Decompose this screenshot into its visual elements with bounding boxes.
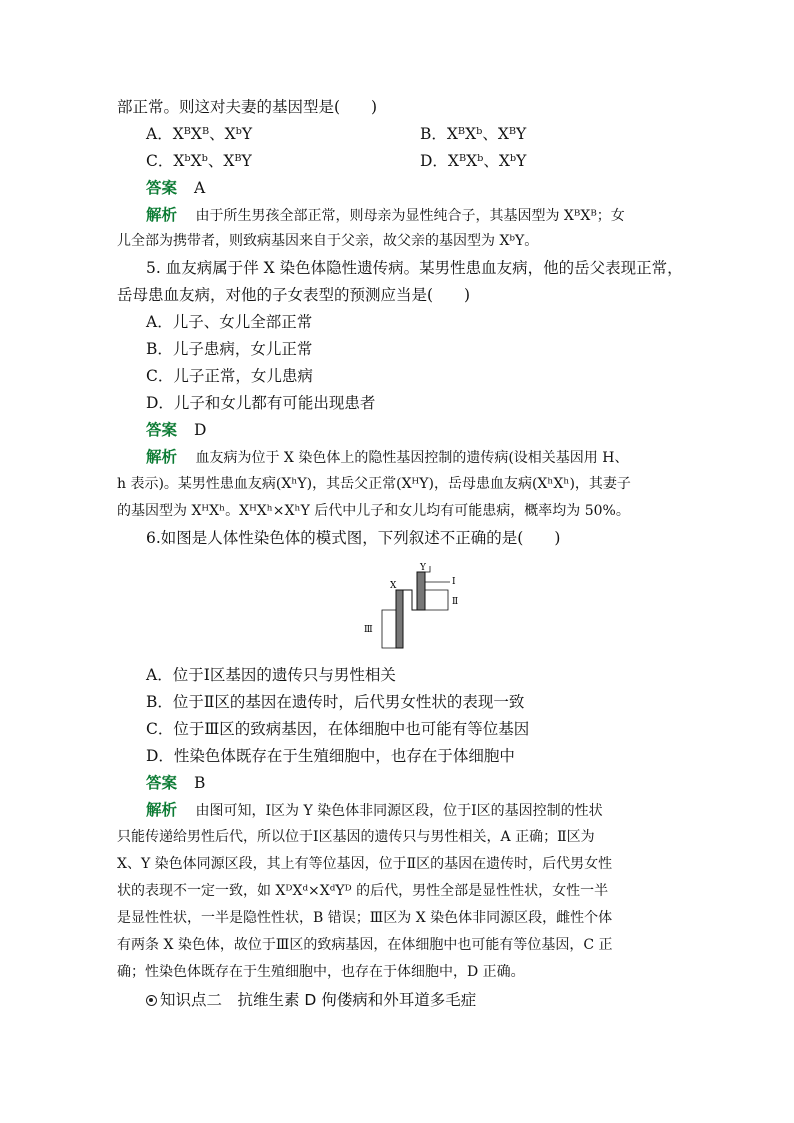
answer-value: A: [193, 179, 206, 197]
target-bullet-icon: [146, 995, 157, 1006]
q5-stem-1: 5. 血友病属于伴 X 染色体隐性遗传病。某男性患血友病，他的岳父表现正常，: [146, 259, 683, 277]
answer-value: D: [193, 421, 207, 439]
answer-label: 答案: [146, 179, 178, 197]
explanation-text: 由图可知，Ⅰ区为 Y 染色体非同源区段，位于Ⅰ区的基因控制的性状: [195, 803, 603, 819]
answer-value: B: [193, 774, 206, 792]
explanation-label: 解析: [146, 448, 178, 466]
q4-option-d: D．XᴮXᵇ、XᵇY: [420, 152, 527, 170]
q4-option-c: C．XᵇXᵇ、XᴮY: [146, 152, 252, 170]
q6-option-b: B．位于Ⅱ区的基因在遗传时，后代男女性状的表现一致: [146, 693, 525, 711]
q6-explanation-7: 确；性染色体既存在于生殖细胞中，也存在于体细胞中，D 正确。: [117, 964, 525, 980]
y-label: Y: [420, 563, 426, 573]
x-label: X: [390, 581, 397, 591]
explanation-label: 解析: [146, 206, 178, 224]
region-i-label: Ⅰ: [452, 577, 456, 587]
q4-stem-end: 部正常。则这对夫妻的基因型是( ): [117, 98, 378, 116]
region-ii-label: Ⅱ: [452, 597, 459, 607]
knowledge-point-heading: [146, 990, 476, 1010]
q5-option-a: A．儿子、女儿全部正常: [146, 313, 313, 331]
q5-answer: [146, 420, 206, 440]
q6-explanation-6: 有两条 X 染色体，故位于Ⅲ区的致病基因，在体细胞中也可能有等位基因，C 正: [117, 937, 613, 953]
homologous-bracket: [403, 590, 417, 610]
q6-stem: 6.如图是人体性染色体的模式图，下列叙述不正确的是( ): [146, 529, 561, 547]
q4-explanation-2: 儿全部为携带者，则致病基因来自于父亲，故父亲的基因型为 XᵇY。: [117, 233, 539, 249]
q4-option-b: B．XᴮXᵇ、XᴮY: [420, 125, 527, 143]
knowledge-point-title: 知识点二 抗维生素 D 佝偻病和外耳道多毛症: [160, 991, 477, 1009]
region-iii-label: Ⅲ: [364, 625, 373, 635]
q4-explanation-1: [146, 205, 625, 226]
sex-chromosome-diagram: [360, 562, 480, 652]
q6-explanation-5: 是显性性状，一半是隐性性状，B 错误；Ⅲ区为 X 染色体非同源区段，雌性个体: [117, 910, 613, 926]
q6-explanation-1: [146, 800, 603, 821]
q5-option-c: C．儿子正常，女儿患病: [146, 367, 313, 385]
q5-option-d: D．儿子和女儿都有可能出现患者: [146, 394, 376, 412]
q5-explanation-3: 的基因型为 XᴴXʰ。XᴴXʰ×XʰY 后代中儿子和女儿均有可能患病，概率均为 50%。: [117, 503, 630, 519]
answer-label: 答案: [146, 774, 178, 792]
q6-explanation-3: X、Y 染色体同源区段，其上有等位基因，位于Ⅱ区的基因在遗传时，后代男女性: [117, 856, 613, 872]
q6-option-d: D．性染色体既存在于生殖细胞中，也存在于体细胞中: [146, 747, 515, 765]
region-ii-bracket: [425, 590, 448, 610]
q6-option-a: A．位于Ⅰ区基因的遗传只与男性相关: [146, 666, 396, 684]
q5-explanation-1: [146, 447, 628, 468]
region-iii-bracket: [382, 610, 396, 648]
q4-answer: [146, 178, 205, 198]
q5-option-b: B．儿子患病，女儿正常: [146, 340, 313, 358]
explanation-label: 解析: [146, 801, 178, 819]
q5-explanation-2: h 表示)。某男性患血友病(XʰY)，其岳父正常(XᴴY)，岳母患血友病(XʰXʰ)，其妻子: [117, 476, 631, 492]
answer-label: 答案: [146, 421, 178, 439]
q6-explanation-2: 只能传递给男性后代，所以位于Ⅰ区基因的遗传只与男性相关，A 正确；Ⅱ区为: [117, 829, 595, 845]
q5-stem-2: 岳母患血友病，对他的子女表型的预测应当是( ): [117, 286, 471, 304]
q6-option-c: C．位于Ⅲ区的致病基因，在体细胞中也可能有等位基因: [146, 720, 530, 738]
q6-explanation-4: 状的表现不一定一致，如 XᴰXᵈ×XᵈYᴰ 的后代，男性全部是显性性状，女性一半: [117, 883, 609, 899]
q6-answer: [146, 773, 205, 793]
explanation-text: 由于所生男孩全部正常，则母亲为显性纯合子，其基因型为 XᴮXᴮ；女: [195, 208, 625, 224]
y-chromosome: [417, 572, 425, 610]
x-chromosome: [396, 590, 403, 648]
q4-option-a: A．XᴮXᴮ、XᵇY: [146, 125, 253, 143]
explanation-text: 血友病为位于 X 染色体上的隐性基因控制的遗传病(设相关基因用 H、: [195, 450, 629, 466]
